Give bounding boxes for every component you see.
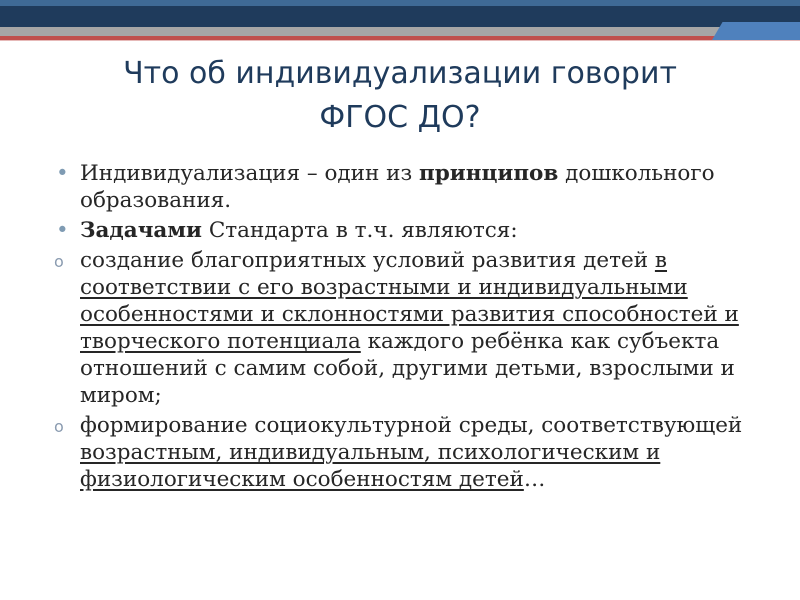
slide-content [50, 160, 770, 496]
banner-gray-stripe [0, 27, 800, 36]
header-banner [0, 0, 800, 44]
bullet-marker: • [56, 218, 69, 243]
sub-bullet-marker: o [54, 417, 64, 436]
sub-bullet-marker: o [54, 252, 64, 271]
sub-bullet-underlined-text: возрастным, индивидуальным, психологическим и физиологическим особенностям детей [80, 440, 661, 492]
sub-bullet-text: … [523, 467, 546, 492]
sub-bullet-item-environment [50, 412, 770, 493]
sub-bullet-item-conditions [50, 247, 770, 409]
banner-pink-line [0, 40, 800, 41]
slide-title [40, 52, 760, 140]
bullet-item-tasks [50, 217, 770, 244]
bullet-bold-text: принципов [419, 161, 559, 186]
bullet-bold-text: Задачами [80, 218, 202, 243]
bullet-text: Стандарта в т.ч. являются: [202, 218, 518, 243]
slide-title-line-1: Что об индивидуализации говорит [123, 56, 677, 91]
bullet-item-principles [50, 160, 770, 214]
bullet-text: Индивидуализация – один из [80, 161, 420, 186]
bullet-marker: • [56, 161, 69, 186]
sub-bullet-text: создание благоприятных условий развития детей [80, 248, 655, 273]
bullet-text: дошкольного образования. [80, 161, 715, 213]
banner-blue-stripe [0, 0, 800, 6]
banner-blue-accent [712, 22, 800, 40]
slide-title-line-2: ФГОС ДО? [319, 100, 481, 135]
sub-bullet-underlined-text: в соответствии с его возрастными и индивидуальными особенностями и склонностями развития способностей и творческого потенциала [80, 248, 739, 354]
sub-bullet-text: формирование социокультурной среды, соответствующей [80, 413, 743, 438]
sub-bullet-text: каждого ребёнка как субъекта отношений с самим собой, другими детьми, взрослыми и миром; [80, 329, 735, 408]
